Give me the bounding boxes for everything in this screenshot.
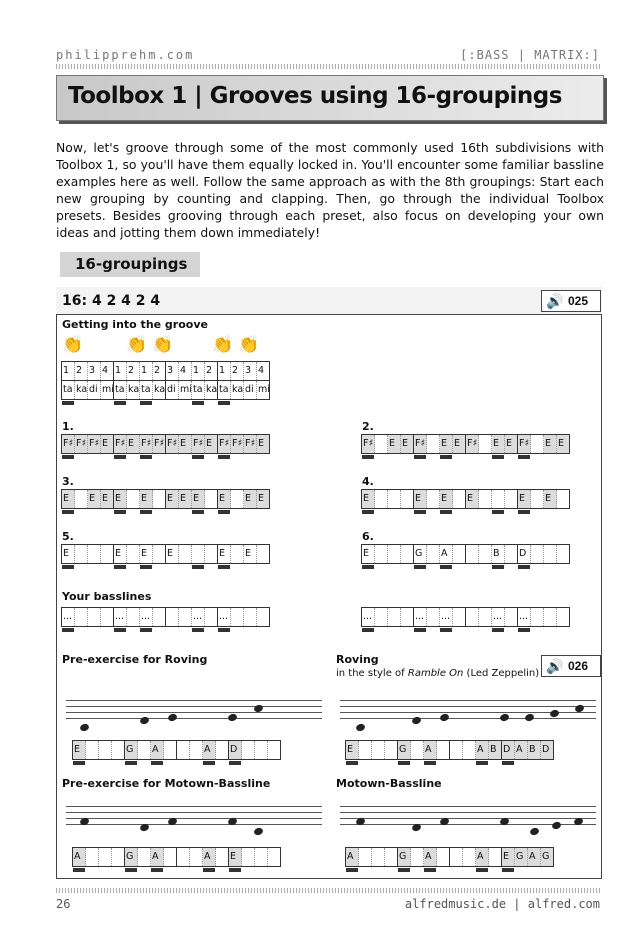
pattern-label-4: 4. xyxy=(362,475,374,488)
grid-cell xyxy=(242,741,255,759)
grid-cell xyxy=(153,545,166,563)
grid-cell xyxy=(101,608,114,626)
pattern-grid-4 xyxy=(361,489,570,509)
your-bassline-grid-2 xyxy=(361,607,570,627)
motown-label: Motown-Bassline xyxy=(336,777,442,790)
grid-cell: di xyxy=(244,381,257,399)
grid-cell: F♯ xyxy=(88,435,101,453)
grid-cell xyxy=(531,435,544,453)
grid-cell xyxy=(401,608,414,626)
grid-cell: A xyxy=(424,741,437,759)
pattern-grid-5 xyxy=(61,544,270,564)
grid-cell: A xyxy=(346,848,359,866)
grid-cell xyxy=(531,608,544,626)
staff-pre-roving xyxy=(66,700,322,724)
roving-artist: (Led Zeppelin) xyxy=(463,668,540,679)
grid-cell: G xyxy=(515,848,528,866)
clap-icon: 👏 xyxy=(152,335,174,354)
grid-cell xyxy=(479,490,492,508)
motown-grid xyxy=(345,847,554,867)
grid-cell xyxy=(179,608,192,626)
grid-cell xyxy=(505,608,518,626)
grid-cell xyxy=(479,608,492,626)
grid-cell: 2 xyxy=(153,362,166,380)
grid-cell xyxy=(127,545,140,563)
grid-cell: ... xyxy=(362,608,375,626)
grid-cell: E xyxy=(140,490,153,508)
grid-cell xyxy=(453,608,466,626)
grid-cell: E xyxy=(114,545,127,563)
grid-cell xyxy=(411,741,424,759)
grid-cell: ... xyxy=(440,608,453,626)
grid-cell: F♯ xyxy=(62,435,75,453)
grid-cell xyxy=(401,490,414,508)
grid-cell: E xyxy=(192,490,205,508)
grid-cell: B xyxy=(528,741,541,759)
grid-cell: E xyxy=(544,435,557,453)
pre-roving-label: Pre-exercise for Roving xyxy=(62,653,208,666)
grid-cell: A xyxy=(476,741,489,759)
roving-grid xyxy=(345,740,554,760)
grid-cell xyxy=(427,435,440,453)
groove-label: Getting into the groove xyxy=(62,318,208,331)
grid-cell: F♯ xyxy=(414,435,427,453)
track-number: 025 xyxy=(568,294,589,308)
grid-cell: D xyxy=(541,741,554,759)
clap-icon: 👏 xyxy=(238,335,260,354)
grid-cell xyxy=(372,848,385,866)
grid-cell xyxy=(437,848,450,866)
grid-cell xyxy=(177,848,190,866)
grid-cell: G xyxy=(398,741,411,759)
grid-cell: ta xyxy=(62,381,75,399)
grid-cell xyxy=(112,848,125,866)
grid-cell xyxy=(375,490,388,508)
grid-cell xyxy=(531,545,544,563)
grid-cell: A xyxy=(151,848,164,866)
grid-cell: E xyxy=(346,741,359,759)
grid-cell xyxy=(138,848,151,866)
grid-cell: 2 xyxy=(231,362,244,380)
grid-cell: 2 xyxy=(205,362,218,380)
grid-cell: A xyxy=(203,741,216,759)
header-series: [:BASS | MATRIX:] xyxy=(460,48,600,62)
grid-cell xyxy=(453,545,466,563)
track-number: 026 xyxy=(568,659,589,673)
grid-cell: D xyxy=(518,545,531,563)
grid-cell: E xyxy=(362,545,375,563)
footer-rule xyxy=(56,888,600,893)
grid-cell: E xyxy=(388,435,401,453)
grid-cell xyxy=(463,741,476,759)
grid-cell: 1 xyxy=(218,362,231,380)
grid-cell: ta xyxy=(218,381,231,399)
pattern-grid-3 xyxy=(61,489,270,509)
grid-cell xyxy=(544,545,557,563)
grid-cell xyxy=(544,608,557,626)
grid-cell: 3 xyxy=(88,362,101,380)
grid-cell: 1 xyxy=(140,362,153,380)
grid-cell xyxy=(359,848,372,866)
grid-cell xyxy=(479,545,492,563)
section-tag: 16-groupings xyxy=(60,252,200,277)
grid-cell: E xyxy=(166,490,179,508)
grid-cell: F♯ xyxy=(218,435,231,453)
grid-cell xyxy=(437,741,450,759)
grid-cell xyxy=(127,608,140,626)
grid-cell: B xyxy=(492,545,505,563)
grid-cell: E xyxy=(179,435,192,453)
grid-cell: E xyxy=(218,490,231,508)
grid-cell xyxy=(505,545,518,563)
header-site: philipprehm.com xyxy=(56,48,195,62)
grid-cell xyxy=(557,490,570,508)
grid-cell xyxy=(557,608,570,626)
grid-cell: ... xyxy=(492,608,505,626)
grid-cell xyxy=(466,608,479,626)
grid-cell xyxy=(492,490,505,508)
grid-cell xyxy=(101,545,114,563)
grid-cell: mi xyxy=(257,381,270,399)
roving-subtitle xyxy=(336,668,539,679)
grid-cell: ka xyxy=(153,381,166,399)
grid-cell: ... xyxy=(114,608,127,626)
pre-motown-grid xyxy=(72,847,281,867)
clap-icon: 👏 xyxy=(126,335,148,354)
roving-label: Roving xyxy=(336,653,379,666)
grid-cell: ... xyxy=(140,608,153,626)
grid-cell: E xyxy=(114,490,127,508)
grid-cell: ... xyxy=(62,608,75,626)
pattern-grid-2 xyxy=(361,434,570,454)
page-title-banner xyxy=(56,75,604,121)
grid-cell xyxy=(190,741,203,759)
grid-cell: E xyxy=(440,490,453,508)
grid-cell: mi xyxy=(179,381,192,399)
grid-cell xyxy=(242,848,255,866)
pattern-label-5: 5. xyxy=(62,530,74,543)
grid-cell xyxy=(375,435,388,453)
grid-cell: E xyxy=(257,435,270,453)
grid-cell: 1 xyxy=(114,362,127,380)
grid-cell xyxy=(531,490,544,508)
clap-icon: 👏 xyxy=(212,335,234,354)
grid-cell: 2 xyxy=(75,362,88,380)
grid-cell: F♯ xyxy=(244,435,257,453)
pre-roving-grid xyxy=(72,740,281,760)
grid-cell xyxy=(153,608,166,626)
grid-cell xyxy=(385,848,398,866)
speaker-icon: 🔊 xyxy=(546,293,564,309)
grid-cell xyxy=(505,490,518,508)
grid-cell: A xyxy=(424,848,437,866)
grid-cell: mi xyxy=(101,381,114,399)
grid-cell xyxy=(257,608,270,626)
grid-cell xyxy=(375,545,388,563)
grid-cell: E xyxy=(205,435,218,453)
grid-cell xyxy=(138,741,151,759)
grid-cell xyxy=(450,741,463,759)
grid-cell: E xyxy=(362,490,375,508)
grid-cell xyxy=(205,608,218,626)
pattern-label-1: 1. xyxy=(62,420,74,433)
grid-cell: F♯ xyxy=(166,435,179,453)
grid-cell: F♯ xyxy=(140,435,153,453)
your-bassline-grid-1 xyxy=(61,607,270,627)
grid-cell xyxy=(112,741,125,759)
grid-cell: ta xyxy=(114,381,127,399)
grid-cell: E xyxy=(88,490,101,508)
grid-cell: ka xyxy=(127,381,140,399)
grid-cell: ... xyxy=(218,608,231,626)
grid-cell xyxy=(401,545,414,563)
grid-cell: F♯ xyxy=(114,435,127,453)
grid-cell: 1 xyxy=(192,362,205,380)
grid-cell: E xyxy=(101,490,114,508)
grid-cell: E xyxy=(518,490,531,508)
grid-cell xyxy=(99,741,112,759)
grid-cell: 1 xyxy=(62,362,75,380)
pre-motown-label: Pre-exercise for Motown-Bassline xyxy=(62,777,271,790)
grid-cell: E xyxy=(229,848,242,866)
grid-cell xyxy=(205,490,218,508)
grid-cell xyxy=(427,608,440,626)
grid-cell: di xyxy=(166,381,179,399)
grid-cell xyxy=(268,741,281,759)
grid-cell: 4 xyxy=(101,362,114,380)
grid-cell: G xyxy=(125,741,138,759)
grid-cell: E xyxy=(505,435,518,453)
grid-cell: F♯ xyxy=(231,435,244,453)
grid-cell xyxy=(231,545,244,563)
grid-cell: E xyxy=(62,545,75,563)
grid-cell xyxy=(88,545,101,563)
pattern-label-2: 2. xyxy=(362,420,374,433)
grid-cell: E xyxy=(166,545,179,563)
grid-cell xyxy=(466,545,479,563)
roving-subtitle-prefix: in the style of xyxy=(336,668,408,679)
grid-cell: E xyxy=(401,435,414,453)
grid-cell: D xyxy=(229,741,242,759)
grid-cell: ... xyxy=(518,608,531,626)
grid-cell xyxy=(359,741,372,759)
pattern-grid-1 xyxy=(61,434,270,454)
grid-cell: ... xyxy=(414,608,427,626)
grid-cell: F♯ xyxy=(192,435,205,453)
grid-cell xyxy=(127,490,140,508)
speaker-icon: 🔊 xyxy=(546,658,564,674)
grid-cell: A xyxy=(476,848,489,866)
clap-icon: 👏 xyxy=(62,335,84,354)
grid-cell xyxy=(166,608,179,626)
clap-icons xyxy=(62,335,302,359)
grid-cell: 4 xyxy=(179,362,192,380)
grid-cell: E xyxy=(440,435,453,453)
grid-cell: E xyxy=(466,490,479,508)
grid-cell: ka xyxy=(231,381,244,399)
grid-cell: A xyxy=(515,741,528,759)
grid-cell xyxy=(231,608,244,626)
grid-cell xyxy=(75,608,88,626)
grid-cell: ta xyxy=(192,381,205,399)
grid-cell xyxy=(257,545,270,563)
grid-cell: E xyxy=(101,435,114,453)
grid-cell: E xyxy=(140,545,153,563)
grid-cell: 3 xyxy=(166,362,179,380)
your-basslines-label: Your basslines xyxy=(62,590,152,603)
footer-site: alfredmusic.de | alfred.com xyxy=(404,897,600,911)
grid-cell xyxy=(164,848,177,866)
grid-cell xyxy=(268,848,281,866)
grid-cell: E xyxy=(492,435,505,453)
grid-cell: E xyxy=(544,490,557,508)
grid-cell: 2 xyxy=(127,362,140,380)
grid-cell: E xyxy=(502,848,515,866)
grid-cell xyxy=(190,848,203,866)
pattern-grid-6 xyxy=(361,544,570,564)
grid-cell: E xyxy=(179,490,192,508)
grid-cell xyxy=(205,545,218,563)
grid-cell xyxy=(453,490,466,508)
intro-paragraph: Now, let's groove through some of the most commonly used 16th subdivisions with Toolbox 1, so you'll have them equally locked in. You'll encounter some familiar bassline examples here as well. Follow the same approach as with the 8th groupings: Start each new grouping by counting and clapping. Then, go through the individual Toolbox presets. Besides grooving through each preset, also focus on developing your own ideas and jotting them down immediately! xyxy=(56,140,604,240)
roving-song-title: Ramble On xyxy=(407,668,464,679)
audio-track-026[interactable] xyxy=(541,655,601,677)
grid-cell xyxy=(177,741,190,759)
grid-cell: A xyxy=(440,545,453,563)
grid-cell xyxy=(255,741,268,759)
grid-cell xyxy=(479,435,492,453)
grid-cell xyxy=(388,608,401,626)
grid-cell xyxy=(192,545,205,563)
grid-cell: 3 xyxy=(244,362,257,380)
grid-cell xyxy=(86,848,99,866)
grid-cell xyxy=(216,848,229,866)
grid-cell: E xyxy=(244,490,257,508)
grid-cell xyxy=(216,741,229,759)
grid-cell: G xyxy=(398,848,411,866)
grid-cell xyxy=(375,608,388,626)
grid-cell xyxy=(179,545,192,563)
grid-cell xyxy=(99,848,112,866)
grid-cell: E xyxy=(414,490,427,508)
grid-cell: G xyxy=(414,545,427,563)
grid-cell: ... xyxy=(192,608,205,626)
count-syllable-row xyxy=(61,380,270,400)
grid-cell: A xyxy=(73,848,86,866)
grid-cell xyxy=(489,848,502,866)
grid-cell xyxy=(231,490,244,508)
pattern-label-3: 3. xyxy=(62,475,74,488)
grid-cell: E xyxy=(244,545,257,563)
grid-cell xyxy=(164,741,177,759)
grid-cell: A xyxy=(203,848,216,866)
grid-cell: di xyxy=(88,381,101,399)
grid-cell: 4 xyxy=(257,362,270,380)
grid-cell xyxy=(75,545,88,563)
grid-cell xyxy=(153,490,166,508)
grid-cell xyxy=(75,490,88,508)
grid-cell xyxy=(557,545,570,563)
grid-cell: E xyxy=(73,741,86,759)
grid-cell: E xyxy=(557,435,570,453)
grid-cell: E xyxy=(453,435,466,453)
grid-cell: A xyxy=(151,741,164,759)
grid-cell: F♯ xyxy=(518,435,531,453)
grid-cell: B xyxy=(489,741,502,759)
grid-cell: E xyxy=(127,435,140,453)
grid-cell xyxy=(255,848,268,866)
grid-cell: E xyxy=(218,545,231,563)
count-number-row xyxy=(61,361,270,381)
grid-cell xyxy=(411,848,424,866)
grid-cell: G xyxy=(541,848,554,866)
audio-track-025[interactable] xyxy=(541,290,601,312)
grid-cell xyxy=(388,545,401,563)
grid-cell xyxy=(427,490,440,508)
grid-cell xyxy=(463,848,476,866)
grid-cell: A xyxy=(528,848,541,866)
page-number: 26 xyxy=(56,897,71,911)
grid-cell: D xyxy=(502,741,515,759)
grouping-label: 16: 4 2 4 2 4 xyxy=(62,293,161,309)
grid-cell: ka xyxy=(75,381,88,399)
staff-pre-motown xyxy=(66,806,322,830)
grid-cell xyxy=(427,545,440,563)
grid-cell xyxy=(450,848,463,866)
grid-cell: E xyxy=(62,490,75,508)
header-rule xyxy=(56,64,600,69)
grid-cell: F♯ xyxy=(75,435,88,453)
grid-cell: F♯ xyxy=(466,435,479,453)
grid-cell xyxy=(88,608,101,626)
grid-cell: F♯ xyxy=(362,435,375,453)
grid-cell xyxy=(372,741,385,759)
page-title: Toolbox 1 | Grooves using 16-groupings xyxy=(68,83,562,109)
grid-cell xyxy=(86,741,99,759)
grid-cell: ka xyxy=(205,381,218,399)
pattern-label-6: 6. xyxy=(362,530,374,543)
grid-cell: F♯ xyxy=(153,435,166,453)
grid-cell: E xyxy=(257,490,270,508)
grid-cell xyxy=(385,741,398,759)
grid-cell: G xyxy=(125,848,138,866)
grid-cell: ta xyxy=(140,381,153,399)
grid-cell xyxy=(388,490,401,508)
grid-cell xyxy=(244,608,257,626)
